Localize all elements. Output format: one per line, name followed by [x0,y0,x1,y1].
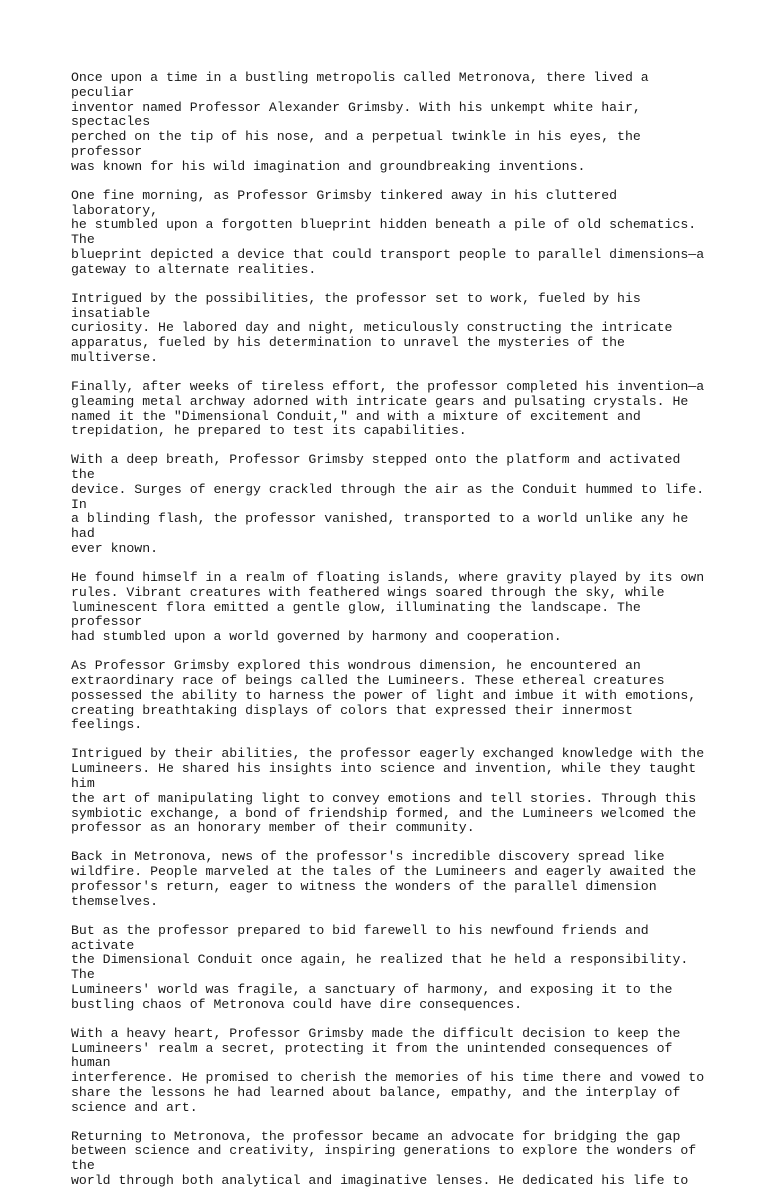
story-text [71,71,711,1203]
paragraph: Intrigued by their abilities, the professor eagerly exchanged knowledge with the Lumineers. He shared his insights into science and invention, while they taught him the art of manipulating light to convey emotions and tell stories. Through this symbiotic exchange, a bond of friendship formed, and the Lumineers welcomed the professor as an honorary member of their community. [71,746,705,836]
paragraph: Finally, after weeks of tireless effort, the professor completed his invention—a gleaming metal archway adorned with intricate gears and pulsating crystals. He named it the "Dimensional Conduit," and with a mixture of excitement and trepidation, he prepared to test its capabilities. [71,378,705,439]
paragraph: Back in Metronova, news of the professor's incredible discovery spread like wildfire. People marveled at the tales of the Lumineers and eagerly awaited the professor's return, eager to witness the wonders of the parallel dimension themselves. [71,849,697,909]
paragraph: With a heavy heart, Professor Grimsby made the difficult decision to keep the Lumineers' realm a secret, protecting it from the unintended consequences of human interference. He promised to cherish the memories of his time there and vowed to share the lessons he had learned about balance, empathy, and the interplay of science and art. [71,1025,705,1115]
paragraph: But as the professor prepared to bid farewell to his newfound friends and activate the Dimensional Conduit once again, he realized that he held a responsibility. The Lumineers' world was fragile, a sanctuary of harmony, and exposing it to the bustling chaos of Metronova could have dire consequences. [71,922,689,1012]
paragraph: He found himself in a realm of floating islands, where gravity played by its own rules. Vibrant creatures with feathered wings soared through the sky, while luminescent flora emitted a gentle glow, illuminating the landscape. The professor had stumbled upon a world governed by harmony and cooperation. [71,570,705,645]
paragraph: One fine morning, as Professor Grimsby tinkered away in his cluttered laboratory, he stumbled upon a forgotten blueprint hidden beneath a pile of old schematics. The blueprint depicted a device that could transport people to parallel dimensions—a gateway to alternate realities. [71,187,705,277]
paragraph: With a deep breath, Professor Grimsby stepped onto the platform and activated the device. Surges of energy crackled through the air as the Conduit hummed to life. In a blinding flash, the professor vanished, transported to a world unlike any he had ever known. [71,452,705,557]
paragraph: Intrigued by the possibilities, the professor set to work, fueled by his insatiable curiosity. He labored day and night, meticulously constructing the intricate apparatus, fueled by his determination to unravel the mysteries of the multiverse. [71,290,673,365]
paragraph: Returning to Metronova, the professor became an advocate for bridging the gap between science and creativity, inspiring generations to explore the wonders of the world through both analytical and imaginative lenses. He dedicated his life to [71,1128,697,1189]
paragraph: Once upon a time in a bustling metropolis called Metronova, there lived a peculiar inventor named Professor Alexander Grimsby. With his unkempt white hair, spectacles perched on the tip of his nose, and a perpetual twinkle in his eyes, the professor was known for his wild imagination and groundbreaking inventions. [71,70,649,174]
paragraph: As Professor Grimsby explored this wondrous dimension, he encountered an extraordinary race of beings called the Lumineers. These ethereal creatures possessed the ability to harness the power of light and imbue it with emotions, creating breathtaking displays of colors that expressed their innermost feelings. [71,658,697,733]
